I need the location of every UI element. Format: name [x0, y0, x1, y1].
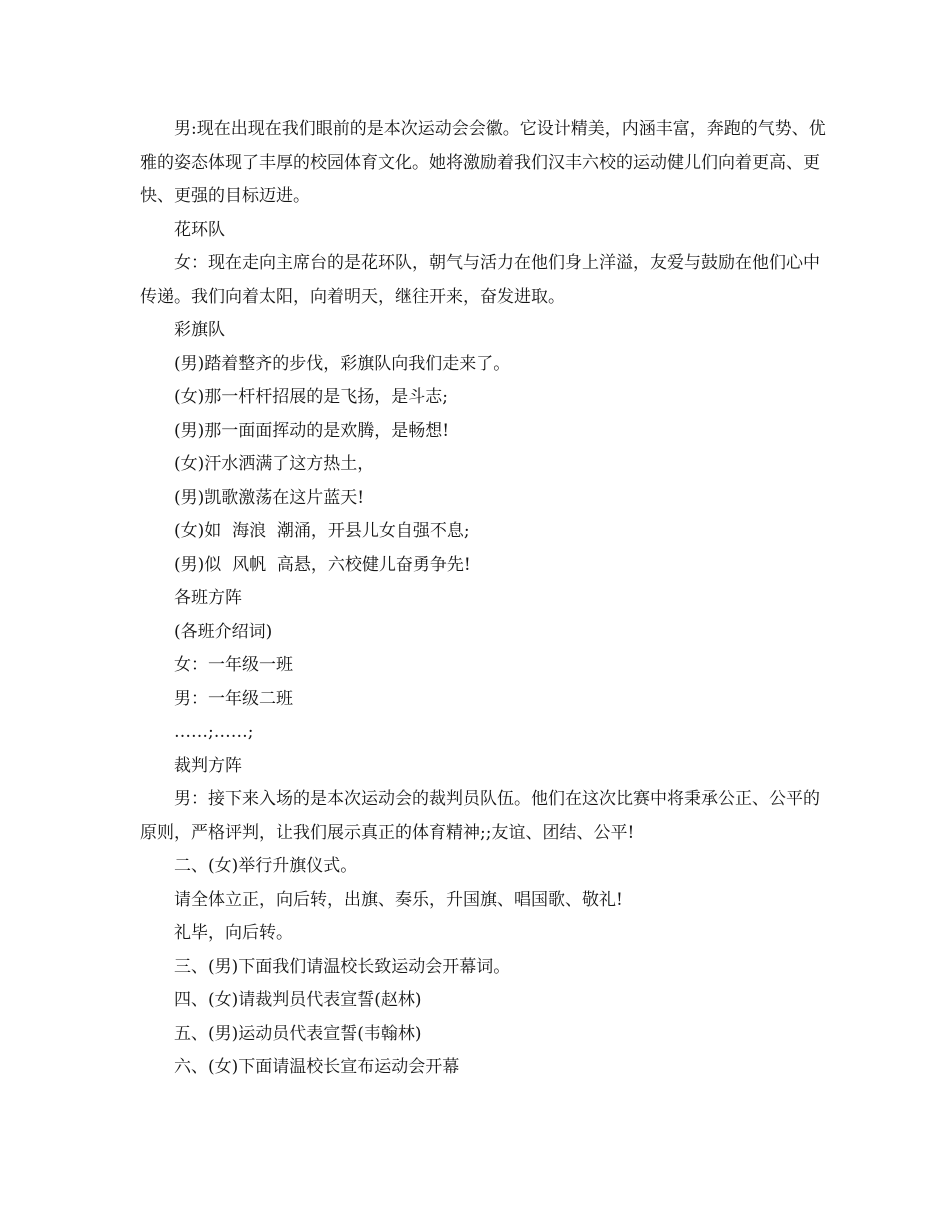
paragraph-garland-team: 女：现在走向主席台的是花环队，朝气与活力在他们身上洋溢，友爱与鼓励在他们心中传递。我们向着太阳，向着明天，继往开来，奋发进取。: [140, 253, 820, 307]
step-athlete-oath: 五、(男)运动员代表宣誓(韦翰林): [174, 1023, 422, 1044]
step-referee-oath: 四、(女)请裁判员代表宣誓(赵林): [174, 990, 422, 1010]
line-attention: 请全体立正，向后转，出旗、奏乐，升国旗、唱国歌、敬礼!: [174, 889, 623, 910]
line-flag-4: (女)汗水洒满了这方热土，: [174, 454, 375, 474]
line-ceremony-end: 礼毕，向后转。: [174, 923, 293, 943]
heading-referee-formation: 裁判方阵: [174, 755, 242, 776]
paragraph-referees: 男：接下来入场的是本次运动会的裁判员队伍。他们在这次比赛中将秉承公正、公平的原则，严格评判，让我们展示真正的体育精神;;友谊、团结、公平!: [140, 789, 820, 843]
line-ellipsis: ……;……;: [174, 722, 254, 742]
note-class-introductions: (各班介绍词): [174, 621, 273, 642]
step-flag-raising: 二、(女)举行升旗仪式。: [174, 856, 358, 876]
line-class-1-2: 男：一年级二班: [174, 688, 293, 709]
line-flag-5: (男)凯歌激荡在这片蓝天!: [174, 487, 365, 508]
heading-flag-team: 彩旗队: [174, 320, 225, 340]
document-body: [140, 113, 830, 1085]
heading-garland-team: 花环队: [174, 219, 225, 240]
line-flag-7: (男)似 风帆 高悬，六校健儿奋勇争先!: [174, 554, 471, 575]
line-flag-3: (男)那一面面挥动的是欢腾，是畅想!: [174, 420, 450, 441]
heading-class-formations: 各班方阵: [174, 588, 242, 608]
line-flag-6: (女)如 海浪 潮涌，开县儿女自强不息;: [174, 521, 470, 541]
line-class-1-1: 女：一年级一班: [174, 655, 293, 675]
line-flag-1: (男)踏着整齐的步伐，彩旗队向我们走来了。: [174, 353, 511, 374]
step-declare-opening: 六、(女)下面请温校长宣布运动会开幕: [174, 1057, 460, 1077]
step-opening-speech: 三、(男)下面我们请温校长致运动会开幕词。: [174, 956, 511, 977]
paragraph-emblem: 男:现在出现在我们眼前的是本次运动会会徽。它设计精美，内涵丰富，奔跑的气势、优雅的姿态体现了丰厚的校园体育文化。她将激励着我们汉丰六校的运动健儿们向着更高、更快、更强的目标迈进。: [140, 119, 826, 206]
line-flag-2: (女)那一杆杆招展的是飞扬，是斗志;: [174, 387, 448, 407]
